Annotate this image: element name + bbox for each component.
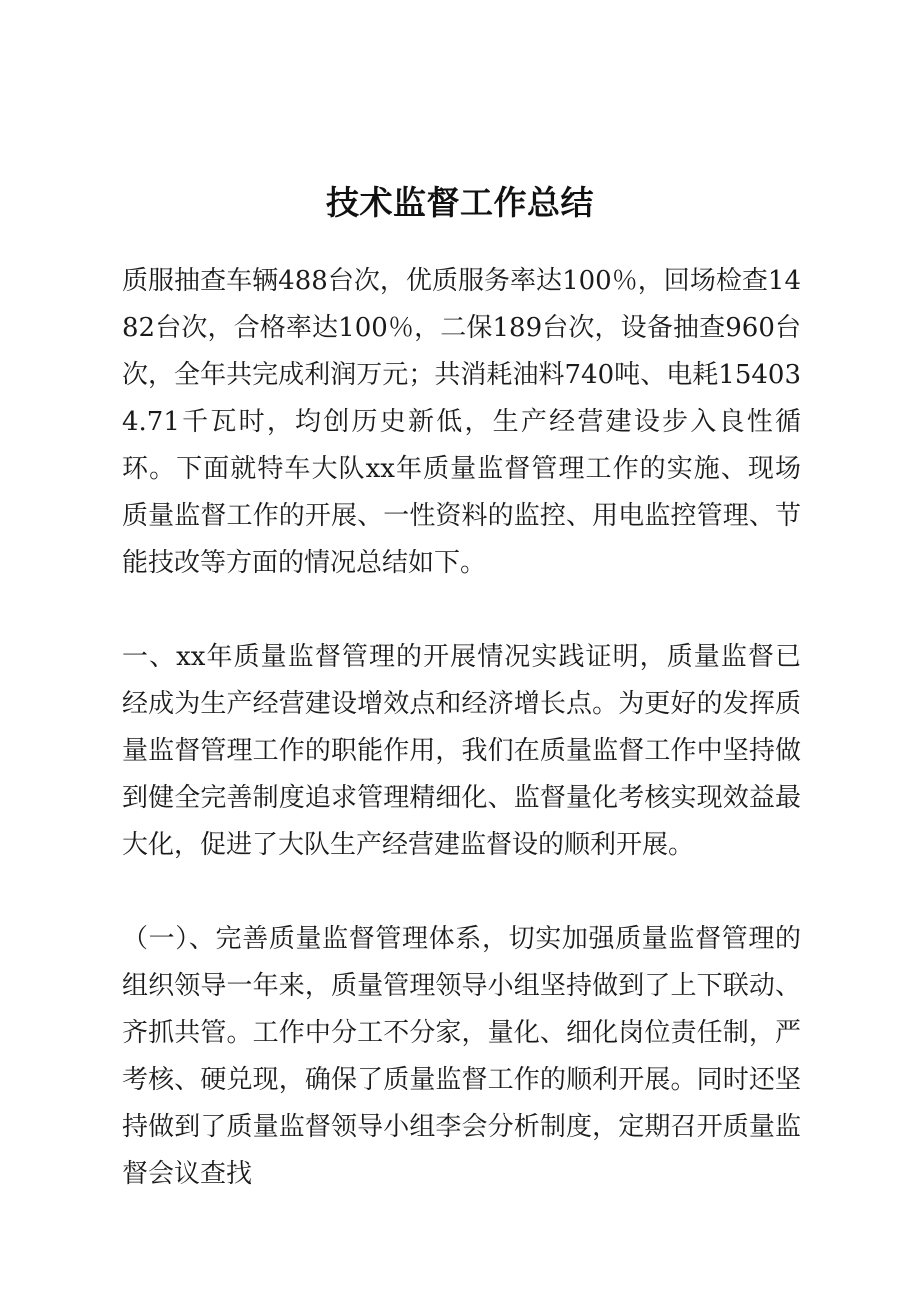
paragraph-subsection-one: （一）、完善质量监督管理体系，切实加强质量监督管理的组织领导一年来，质量管理领导小组坚持做到了上下联动、齐抓共管。工作中分工不分家，量化、细化岗位责任制，严考核、硬兑现，确保了质量监督工作的顺利开展。同时还坚持做到了质量监督领导小组李会分析制度，定期召开质量监督会议查找 — [122, 924, 801, 1189]
page-title: 技术监督工作总结 — [326, 183, 594, 223]
document-body — [122, 258, 801, 1198]
paragraph-intro: 质服抽查车辆488台次，优质服务率达100％，回场检查1482台次，合格率达100％，二保189台次，设备抽查960台次，全年共完成利润万元；共消耗油料740吨、电耗154034.71千瓦时，均创历史新低，生产经营建设步入良性循环。下面就特车大队xx年质量监督管理工作的实施、现场质量监督工作的开展、一性资料的监控、用电监控管理、节能技改等方面的情况总结如下。 — [122, 266, 801, 578]
paragraph-section-one: 一、xx年质量监督管理的开展情况实践证明，质量监督已经成为生产经营建设增效点和经济增长点。为更好的发挥质量监督管理工作的职能作用，我们在质量监督工作中坚持做到健全完善制度追求管理精细化、监督量化考核实现效益最大化，促进了大队生产经营建监督设的顺利开展。 — [122, 642, 801, 860]
